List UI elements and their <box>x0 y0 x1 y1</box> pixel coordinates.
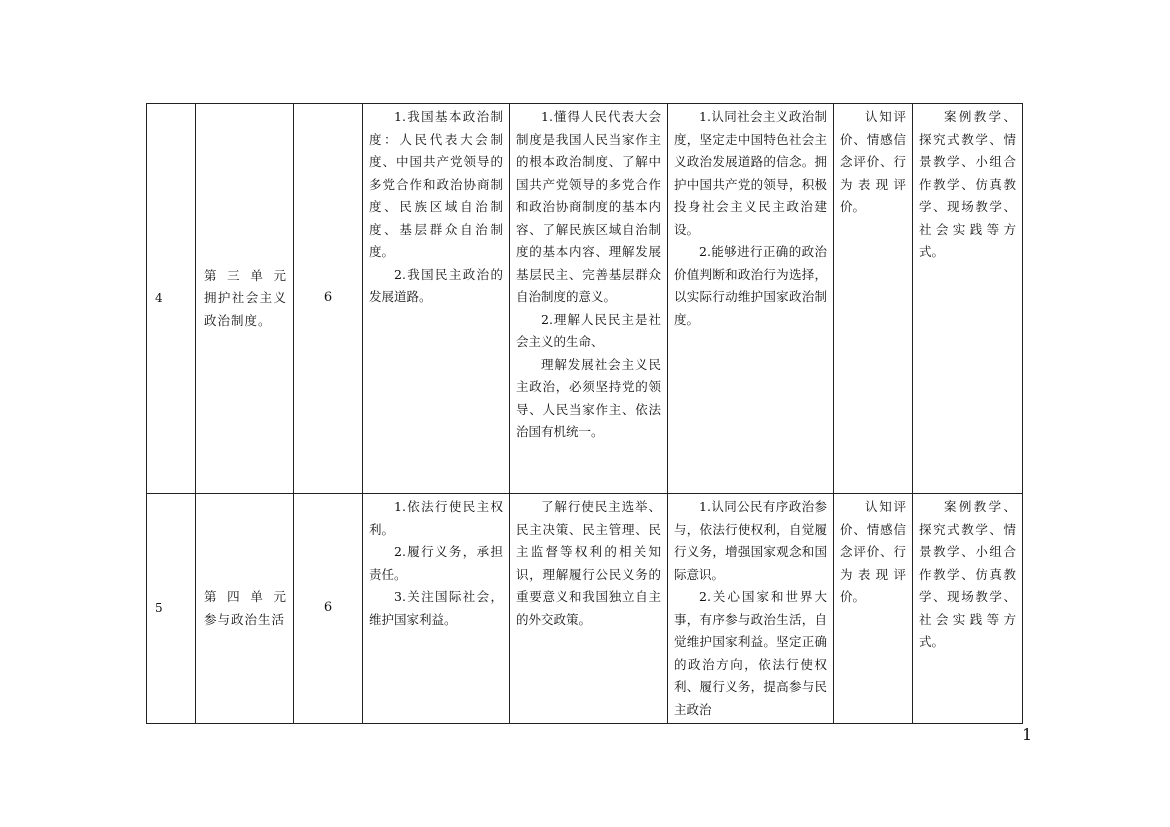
knowledge-paragraph: 2.理解人民民主是社会主义的生命、 <box>516 311 661 349</box>
attitude-cell <box>668 494 834 724</box>
methods-cell <box>913 104 1023 494</box>
methods-text: 案例教学、探究式教学、情景教学、小组合作教学、仿真教学、现场教学、社会实践等方式。 <box>919 109 1016 259</box>
hours-cell: 6 <box>294 494 363 724</box>
content-paragraph: 2.我国民主政治的发展道路。 <box>369 266 503 304</box>
knowledge-cell <box>510 494 668 724</box>
attitude-paragraph: 1.认同公民有序政治参与，依法行使权利，自觉履行义务，增强国家观念和国际意识。 <box>674 499 827 582</box>
table-row <box>147 494 1023 724</box>
content-cell <box>363 494 510 724</box>
row-number-cell: 4 <box>147 104 196 494</box>
knowledge-paragraph: 1.懂得人民代表大会制度是我国人民当家作主的根本政治制度、了解中国共产党领导的多党合作和政治协商制度的基本内容、了解民族区域自治制度的基本内容、理解发展基层民主、完善基层群众自治制度的意义。 <box>516 109 661 304</box>
methods-text: 案例教学、探究式教学、情景教学、小组合作教学、仿真教学、现场教学、社会实践等方式。 <box>919 499 1016 649</box>
methods-cell <box>913 494 1023 724</box>
hours-cell: 6 <box>294 104 363 494</box>
evaluation-cell <box>834 494 913 724</box>
row-number-cell: 5 <box>147 494 196 724</box>
unit-title-cell: 第 三 单 元 拥护社会主义政治制度。 <box>196 104 294 494</box>
attitude-cell <box>668 104 834 494</box>
attitude-paragraph: 1.认同社会主义政治制度，坚定走中国特色社会主义政治发展道路的信念。拥护中国共产党的领导，积极投身社会主义民主政治建设。 <box>674 109 827 237</box>
unit-title-cell: 第 四 单 元 参与政治生活 <box>196 494 294 724</box>
content-paragraph: 2.履行义务，承担责任。 <box>369 544 503 582</box>
knowledge-cell <box>510 104 668 494</box>
content-paragraph: 1.依法行使民主权利。 <box>369 499 503 537</box>
evaluation-text: 认知评价、情感信念评价、行为表现评价。 <box>840 499 906 604</box>
curriculum-table <box>146 103 1023 724</box>
content-paragraph: 1.我国基本政治制度：人民代表大会制度、中国共产党领导的多党合作和政治协商制度、民族区域自治制度、基层群众自治制度。 <box>369 109 503 259</box>
knowledge-paragraph: 了解行使民主选举、民主决策、民主管理、民主监督等权利的相关知识，理解履行公民义务的重要意义和我国独立自主的外交政策。 <box>516 499 661 627</box>
content-cell <box>363 104 510 494</box>
table-row <box>147 104 1023 494</box>
page-number: 1 <box>1022 725 1033 744</box>
knowledge-paragraph: 理解发展社会主义民主政治，必须坚持党的领导、人民当家作主、依法治国有机统一。 <box>516 356 661 439</box>
attitude-paragraph: 2.关心国家和世界大事，有序参与政治生活，自觉维护国家利益。坚定正确的政治方向，依法行使权利、履行义务，提高参与民主政治 <box>674 589 827 717</box>
evaluation-text: 认知评价、情感信念评价、行为表现评价。 <box>840 109 906 214</box>
content-paragraph: 3.关注国际社会，维护国家利益。 <box>369 589 503 627</box>
attitude-paragraph: 2.能够进行正确的政治价值判断和政治行为选择，以实际行动维护国家政治制度。 <box>674 244 827 327</box>
evaluation-cell <box>834 104 913 494</box>
